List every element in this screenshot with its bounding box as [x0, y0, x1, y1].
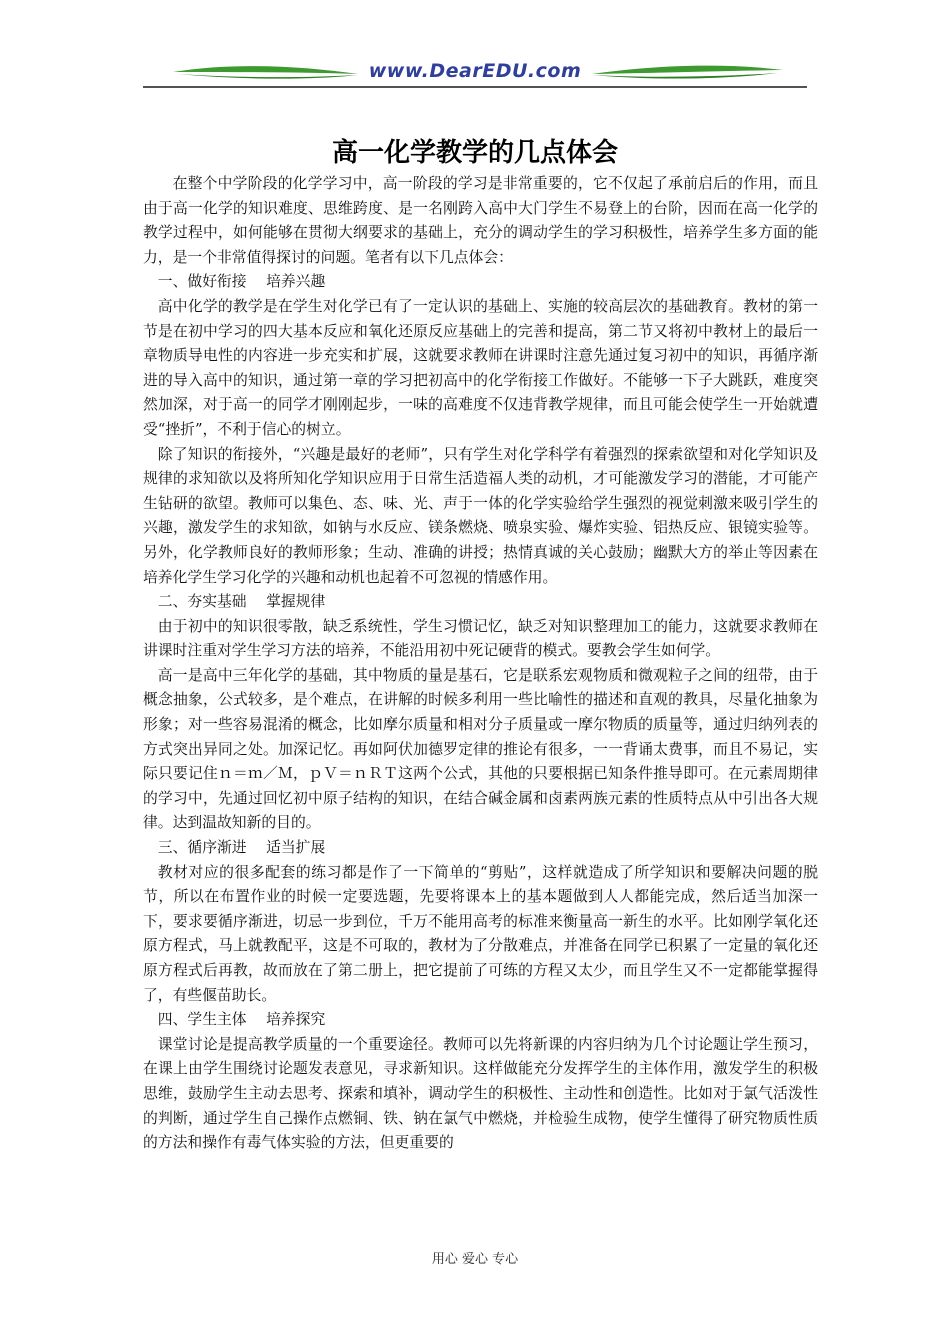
section-heading-2: 二、夯实基础 掌握规律 [157, 593, 326, 611]
site-url: www.DearEDU.com [368, 60, 582, 82]
body-paragraph: 除了知识的衔接外，“兴趣是最好的老师”，只有学生对化学科学有着强烈的探索欲望和对化学知识及规律的求知欲以及将所知化学知识应用于日常生活造福人类的动机，才可能激发学习的潜能，才可能产生钻研的欲望。教师可以集色、态、味、光、声于一体的化学实验给学生强烈的视觉刺激来吸引学生的兴趣，激发学生的求知欲，如钠与水反应、镁条燃烧、喷泉实验、爆炸实验、铝热反应、银镜实验等。另外，化学教师良好的教师形象；生动、准确的讲授；热情真诚的关心鼓励；幽默大方的举止等因素在培养化学生学习化学的兴趣和动机也起着不可忽视的情感作用。 [143, 445, 818, 586]
intro-paragraph: 在整个中学阶段的化学学习中，高一阶段的学习是非常重要的，它不仅起了承前启后的作用，而且由于高一化学的知识难度、思维跨度、是一名刚跨入高中大门学生不易登上的台阶，因而在高一化学的教学过程中，如何能够在贯彻大纲要求的基础上，充分的调动学生的学习积极性，培养学生多方面的能力，是一个非常值得探讨的问题。笔者有以下几点体会： [143, 175, 818, 266]
body-paragraph: 高中化学的教学是在学生对化学已有了一定认识的基础上、实施的较高层次的基础教育。教材的第一节是在初中学习的四大基本反应和氧化还原反应基础上的完善和提高，第二节又将初中教材上的最后一章物质导电性的内容进一步充实和扩展，这就要求教师在讲课时注意先通过复习初中的知识，再循序渐进的导入高中的知识，通过第一章的学习把初高中的化学衔接工作做好。不能够一下子大跳跃，难度突然加深，对于高一的同学才刚刚起步，一味的高难度不仅违背教学规律，而且可能会使学生一开始就遭受“挫折”，不利于信心的树立。 [143, 297, 818, 438]
section-heading-1: 一、做好衔接 培养兴趣 [157, 273, 326, 291]
page-title: 高一化学教学的几点体会 [331, 138, 618, 168]
section-heading-3: 三、循序渐进 适当扩展 [157, 839, 326, 857]
site-header-banner [143, 58, 807, 90]
page-footer: 用心 爱心 专心 [431, 1252, 519, 1267]
section-heading-4: 四、学生主体 培养探究 [157, 1011, 326, 1029]
body-paragraph: 课堂讨论是提高教学质量的一个重要途径。教师可以先将新课的内容归纳为几个讨论题让学生预习，在课上由学生围绕讨论题发表意见，寻求新知识。这样做能充分发挥学生的主体作用，激发学生的积极思维，鼓励学生主动去思考、探索和填补，调动学生的积极性、主动性和创造性。比如对于氯气活泼性的判断，通过学生自己操作点燃铜、铁、钠在氯气中燃烧，并检验生成物，使学生懂得了研究物质性质的方法和操作有毒气体实验的方法，但更重要的 [143, 1035, 818, 1152]
body-paragraph: 由于初中的知识很零散，缺乏系统性，学生习惯记忆，缺乏对知识整理加工的能力，这就要求教师在讲课时注重对学生学习方法的培养，不能沿用初中死记硬背的模式。要教会学生如何学。 [143, 617, 818, 660]
article-body [143, 172, 818, 1156]
body-paragraph: 高一是高中三年化学的基础，其中物质的量是基石，它是联系宏观物质和微观粒子之间的纽带，由于概念抽象，公式较多，是个难点，在讲解的时候多利用一些比喻性的描述和直观的教具，尽量化抽象为形象；对一些容易混淆的概念，比如摩尔质量和相对分子质量或一摩尔物质的质量等，通过归纳列表的方式突出异同之处。加深记忆。再如阿伏加德罗定律的推论有很多，一一背诵太费事，而且不易记，实际只要记住ｎ＝ｍ／Ｍ，ｐＶ＝ｎＲＴ这两个公式，其他的只要根据已知条件推导即可。在元素周期律的学习中，先通过回忆初中原子结构的知识，在结合碱金属和卤素两族元素的性质特点从中引出各大规律。达到温故知新的目的。 [143, 666, 818, 832]
body-paragraph: 教材对应的很多配套的练习都是作了一下简单的“剪贴”，这样就造成了所学知识和要解决问题的脱节，所以在布置作业的时候一定要选题，先要将课本上的基本题做到人人都能完成，然后适当加深一下，要求要循序渐进，切忌一步到位，千万不能用高考的标准来衡量高一新生的水平。比如刚学氧化还原方程式，马上就教配平，这是不可取的，教材为了分散难点，并准备在同学已积累了一定量的氧化还原方程式后再教，故而放在了第二册上，把它提前了可练的方程又太少，而且学生又不一定都能掌握得了，有些偃苗助长。 [143, 863, 818, 1004]
